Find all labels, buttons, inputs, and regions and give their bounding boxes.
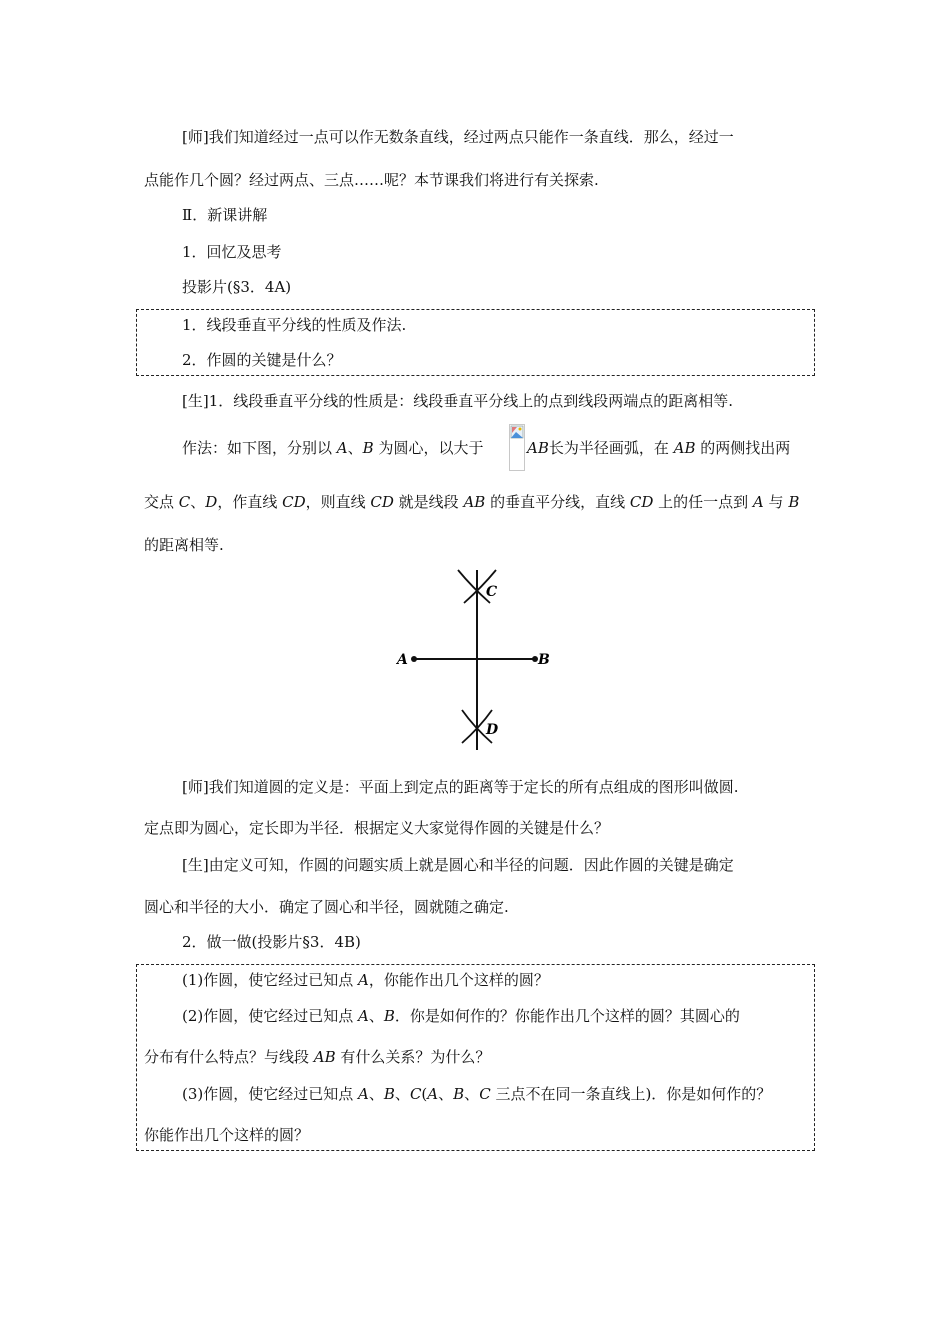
math-var: A bbox=[752, 493, 764, 511]
question-text: (2)作圆，使它经过已知点 bbox=[182, 1007, 359, 1025]
method-line-3: 的距离相等. bbox=[144, 536, 224, 554]
question-text: (1)作圆，使它经过已知点 bbox=[182, 971, 359, 989]
box-a-item-1: 1．线段垂直平分线的性质及作法. bbox=[182, 316, 407, 334]
math-var: D bbox=[205, 493, 218, 511]
method-text: 就是线段 bbox=[393, 493, 464, 511]
method-text: 、 bbox=[347, 439, 363, 457]
question-text: 有什么关系？为什么？ bbox=[335, 1048, 491, 1066]
question-text: ( bbox=[421, 1085, 428, 1103]
question-text: (3)作圆，使它经过已知点 bbox=[182, 1085, 359, 1103]
math-var: A bbox=[358, 1007, 369, 1025]
math-var: CD bbox=[370, 493, 394, 511]
projection-label-a: 投影片(§3．4A) bbox=[182, 278, 292, 296]
subheading-do-it: 2．做一做(投影片§3．4B) bbox=[182, 933, 361, 951]
student-paragraph-2-line-1: [生]由定义可知，作圆的问题实质上就是圆心和半径的问题．因此作圆的关键是确定 bbox=[182, 856, 734, 874]
math-var: AB bbox=[673, 439, 696, 457]
teacher-paragraph-2-line-1: [师]我们知道圆的定义是：平面上到定点的距离等于定长的所有点组成的图形叫做圆. bbox=[182, 778, 739, 796]
box-a-item-2: 2．作圆的关键是什么？ bbox=[182, 351, 342, 369]
question-text: 、 bbox=[368, 1007, 384, 1025]
perpendicular-bisector-figure bbox=[392, 565, 562, 755]
method-text: 的垂直平分线，直线 bbox=[485, 493, 630, 511]
question-text: 分布有什么特点？与线段 bbox=[144, 1048, 314, 1066]
student-paragraph-2-line-2: 圆心和半径的大小．确定了圆心和半径，圆就随之确定. bbox=[144, 898, 509, 916]
label-c: C bbox=[486, 584, 498, 600]
method-text: 、 bbox=[190, 493, 206, 511]
question-text: ，你能作出几个这样的圆？ bbox=[368, 971, 549, 989]
math-var: A bbox=[358, 971, 369, 989]
method-line-1-cont bbox=[527, 438, 790, 458]
label-b: B bbox=[538, 652, 550, 668]
math-var: AB bbox=[527, 439, 549, 457]
math-var: B bbox=[453, 1085, 465, 1103]
teacher-paragraph-1-line-2: 点能作几个圆？经过两点、三点……呢？本节课我们将进行有关探索. bbox=[144, 171, 599, 189]
method-line-1 bbox=[182, 438, 483, 458]
method-text: ，作直线 bbox=[217, 493, 283, 511]
method-text: 上的任一点到 bbox=[653, 493, 753, 511]
method-text: 作法：如下图，分别以 bbox=[182, 439, 337, 457]
math-var: A bbox=[427, 1085, 439, 1103]
question-text: 、 bbox=[394, 1085, 410, 1103]
math-var: A bbox=[336, 439, 348, 457]
method-text: 长为半径画弧，在 bbox=[548, 439, 674, 457]
box-b-question-3-line-2: 你能作出几个这样的圆？ bbox=[144, 1126, 310, 1144]
broken-image-icon bbox=[509, 424, 525, 471]
method-text: 交点 bbox=[144, 493, 179, 511]
question-text: ．你是如何作的？你能作出几个这样的圆？其圆心的 bbox=[394, 1007, 740, 1025]
math-var: B bbox=[788, 493, 800, 511]
point-a bbox=[411, 656, 417, 662]
method-text: 的两侧找出两 bbox=[695, 439, 791, 457]
section-heading-new-lesson: Ⅱ．新课讲解 bbox=[182, 206, 268, 224]
math-var: B bbox=[362, 439, 374, 457]
method-text: ，则直线 bbox=[305, 493, 371, 511]
student-answer-1: [生]1．线段垂直平分线的性质是：线段垂直平分线上的点到线段两端点的距离相等. bbox=[182, 392, 734, 410]
math-var: A bbox=[358, 1085, 369, 1103]
box-b-question-3-line-1 bbox=[182, 1084, 771, 1104]
math-var: C bbox=[178, 493, 191, 511]
math-var: B bbox=[383, 1007, 395, 1025]
box-b-question-2-line-2 bbox=[144, 1047, 490, 1067]
box-b-question-1 bbox=[182, 970, 549, 990]
box-b-question-2-line-1 bbox=[182, 1006, 740, 1026]
question-text: 、 bbox=[464, 1085, 480, 1103]
math-var: CD bbox=[282, 493, 306, 511]
method-text: 与 bbox=[763, 493, 789, 511]
teacher-paragraph-2-line-2: 定点即为圆心，定长即为半径．根据定义大家觉得作圆的关键是什么？ bbox=[144, 819, 610, 837]
teacher-paragraph-1-line-1: [师]我们知道经过一点可以作无数条直线，经过两点只能作一条直线．那么，经过一 bbox=[182, 128, 734, 146]
label-a: A bbox=[397, 652, 408, 668]
math-var: C bbox=[409, 1085, 422, 1103]
method-text: 为圆心，以大于 bbox=[373, 439, 484, 457]
math-var: C bbox=[479, 1085, 491, 1103]
subheading-recall: 1．回忆及思考 bbox=[182, 243, 282, 261]
math-var: AB bbox=[313, 1048, 336, 1066]
math-var: B bbox=[383, 1085, 395, 1103]
math-var: CD bbox=[629, 493, 654, 511]
question-text: 三点不在同一条直线上)．你是如何作的？ bbox=[490, 1085, 772, 1103]
question-text: 、 bbox=[438, 1085, 454, 1103]
label-d: D bbox=[486, 722, 499, 738]
math-var: AB bbox=[463, 493, 486, 511]
method-line-2 bbox=[144, 492, 799, 512]
question-text: 、 bbox=[368, 1085, 384, 1103]
